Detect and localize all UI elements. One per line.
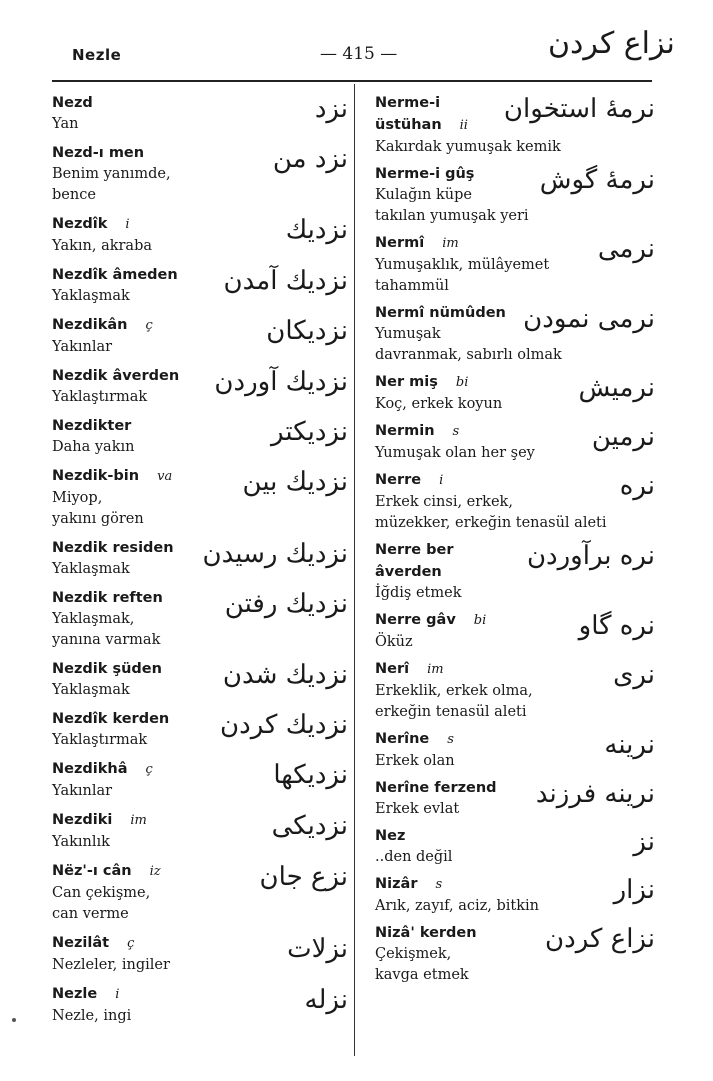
arabic-script-word: نرمى نمودن xyxy=(523,304,655,334)
arabic-script-word: نزاع كردن xyxy=(545,924,655,954)
entry-definition: Miyop, xyxy=(52,490,103,506)
headword-text: Nerme-i gûş xyxy=(375,166,475,182)
headword-text: Nezdik âverden xyxy=(52,368,180,384)
dictionary-entry xyxy=(375,420,655,464)
entry-definition: Yan xyxy=(52,116,79,132)
grammar-tag: im xyxy=(427,662,444,677)
grammar-tag: s xyxy=(435,877,443,892)
arabic-script-word: نزد xyxy=(314,94,348,124)
dictionary-entry xyxy=(375,609,655,653)
dictionary-entry xyxy=(375,371,655,415)
entry-definition: tahammül xyxy=(375,278,449,294)
dictionary-entry xyxy=(52,264,348,307)
entry-definition: Daha yakın xyxy=(52,439,135,455)
dictionary-entry xyxy=(52,314,348,358)
entry-definition: Yaklaşmak xyxy=(52,682,130,698)
headword-text: Nez xyxy=(375,828,406,844)
headword-text: Nezd-ı men xyxy=(52,145,145,161)
arabic-script-word: نزار xyxy=(613,875,655,905)
headword-text: Nezdikhâ xyxy=(52,761,128,777)
dictionary-entry xyxy=(52,932,348,976)
running-head-right: نزاع كردن xyxy=(548,26,675,61)
headword-text: Nezdik şüden xyxy=(52,661,162,677)
entry-definition: İğdiş etmek xyxy=(375,585,462,601)
entry-definition: Yaklaşmak xyxy=(52,561,130,577)
headword-text: Nerîne xyxy=(375,731,430,747)
dictionary-entry xyxy=(52,809,348,853)
dictionary-entry xyxy=(52,860,348,925)
arabic-script-word: نره xyxy=(619,471,655,501)
arabic-script-word: نرينه فرزند xyxy=(535,779,655,809)
entry-definition: Yakınlar xyxy=(52,339,113,355)
headword-text: Nezdîk xyxy=(52,216,108,232)
column-divider xyxy=(354,84,355,1056)
entry-definition: erkeğin tenasül aleti xyxy=(375,704,527,720)
grammar-tag: bi xyxy=(455,375,469,390)
entry-definition: yakını gören xyxy=(52,511,144,527)
entry-definition: davranmak, sabırlı olmak xyxy=(375,347,562,363)
entry-definition: Yaklaşmak xyxy=(52,288,130,304)
entry-definition: Erkek cinsi, erkek, xyxy=(375,494,513,510)
headword-text: Nezdik reften xyxy=(52,590,163,606)
headword-text: âverden xyxy=(375,564,442,580)
headword-text: Nerre xyxy=(375,472,422,488)
entry-headword xyxy=(52,92,348,114)
headword-text: Nezdîk âmeden xyxy=(52,267,178,283)
grammar-tag: ç xyxy=(127,936,135,951)
arabic-script-word: نزديك كردن xyxy=(220,710,348,740)
grammar-tag: bi xyxy=(473,613,487,628)
headword-text: Nizâr xyxy=(375,876,418,892)
headword-text: Nezdîk kerden xyxy=(52,711,170,727)
entry-definition: Erkek evlat xyxy=(375,801,460,817)
page-number: — 415 — xyxy=(320,44,398,64)
entry-definition: Yumuşak xyxy=(375,326,441,342)
headword-text: Nerre gâv xyxy=(375,612,456,628)
arabic-script-word: نزديك آوردن xyxy=(214,367,348,397)
arabic-script-word: نزلات xyxy=(287,934,348,964)
dictionary-entry xyxy=(52,92,348,135)
headword-text: Nezilât xyxy=(52,935,110,951)
headword-text: Nezle xyxy=(52,986,98,1002)
arabic-script-word: نزديكى xyxy=(271,811,348,841)
dictionary-entry xyxy=(52,415,348,458)
dictionary-entry xyxy=(52,758,348,802)
entry-definition: müzekker, erkeğin tenasül aleti xyxy=(375,515,607,531)
entry-definition: Yakın, akraba xyxy=(52,238,153,254)
dictionary-entry xyxy=(52,365,348,408)
dictionary-entry xyxy=(375,777,655,820)
headword-text: Nezdikter xyxy=(52,418,132,434)
entry-definition: Yumuşaklık, mülâyemet xyxy=(375,257,550,273)
headword-text: Nermin xyxy=(375,423,435,439)
arabic-script-word: نزله xyxy=(304,985,348,1015)
headword-text: Nermî nümûden xyxy=(375,305,506,321)
headword-text: Nerme-i xyxy=(375,95,441,111)
arabic-script-word: نرميش xyxy=(578,373,655,403)
entry-definition: Erkek olan xyxy=(375,753,455,769)
headword-text: üstühan xyxy=(375,117,442,133)
entry-definition: Yaklaştırmak xyxy=(52,732,148,748)
entry-definition: Can çekişme, xyxy=(52,885,151,901)
entry-definition: yanına varmak xyxy=(52,632,161,648)
headword-text: Nerre ber xyxy=(375,542,454,558)
entry-definition: Nezleler, ingiler xyxy=(52,957,170,973)
dictionary-entry xyxy=(375,922,655,986)
entry-headword xyxy=(375,825,655,847)
entry-definition: ..den değil xyxy=(375,849,453,865)
dictionary-entry xyxy=(375,163,655,227)
left-column xyxy=(52,92,348,1034)
headword-text: Nezdik-bin xyxy=(52,468,140,484)
entry-definition: takılan yumuşak yeri xyxy=(375,208,529,224)
grammar-tag: i xyxy=(439,473,444,488)
entry-definition: Koç, erkek koyun xyxy=(375,396,503,412)
headword-text: Nezdik residen xyxy=(52,540,174,556)
arabic-script-word: نزديك رسيدن xyxy=(202,539,348,569)
dictionary-entry xyxy=(52,213,348,257)
arabic-script-word: نز xyxy=(633,827,655,857)
arabic-script-word: نزديك بين xyxy=(242,467,348,497)
arabic-script-word: نزديك رفتن xyxy=(224,589,348,619)
entry-definition: Benim yanımde, xyxy=(52,166,171,182)
headword-text: Nezd xyxy=(52,95,93,111)
dictionary-entry xyxy=(52,465,348,530)
grammar-tag: i xyxy=(125,217,130,232)
headword-text: Nezdikân xyxy=(52,317,128,333)
arabic-script-word: نرمهٔ استخوان xyxy=(503,94,655,124)
dictionary-entry xyxy=(375,92,655,158)
arabic-script-word: نزد من xyxy=(272,144,348,174)
header-rule xyxy=(52,80,652,82)
arabic-script-word: نره برآوردن xyxy=(526,541,655,571)
dictionary-entry xyxy=(52,983,348,1027)
dictionary-entry xyxy=(375,302,655,366)
entry-definition: bence xyxy=(52,187,96,203)
headword-text: Ner miş xyxy=(375,374,438,390)
grammar-tag: i xyxy=(115,987,120,1002)
entry-definition: kavga etmek xyxy=(375,967,469,983)
grammar-tag: im xyxy=(442,236,459,251)
dictionary-entry xyxy=(375,539,655,604)
dictionary-entry xyxy=(375,728,655,772)
margin-dot xyxy=(12,1018,16,1022)
dictionary-entry xyxy=(375,469,655,534)
grammar-tag: s xyxy=(447,732,454,747)
entry-definition: can verme xyxy=(52,906,129,922)
entry-definition: Yaklaştırmak xyxy=(52,389,148,405)
entry-definition: Erkeklik, erkek olma, xyxy=(375,683,533,699)
arabic-script-word: نزديكتر xyxy=(271,417,348,447)
headword-text: Nermî xyxy=(375,235,425,251)
entry-definition: Kulağın küpe xyxy=(375,187,472,203)
dictionary-entry xyxy=(375,825,655,868)
dictionary-entry xyxy=(52,142,348,206)
grammar-tag: iz xyxy=(149,864,161,879)
headword-text: Nezdiki xyxy=(52,812,113,828)
arabic-script-word: نزديك شدن xyxy=(222,660,348,690)
grammar-tag: ç xyxy=(145,318,153,333)
headword-text: Nerî xyxy=(375,661,410,677)
grammar-tag: va xyxy=(157,469,173,484)
grammar-tag: ç xyxy=(145,762,153,777)
dictionary-entry xyxy=(52,658,348,701)
entry-definition: Yakınlar xyxy=(52,783,113,799)
dictionary-entry xyxy=(52,587,348,651)
entry-definition: Arık, zayıf, aciz, bitkin xyxy=(375,898,539,914)
entry-definition: Yumuşak olan her şey xyxy=(375,445,535,461)
arabic-script-word: نرمى xyxy=(597,234,655,264)
entry-headword xyxy=(375,469,655,492)
grammar-tag: ii xyxy=(459,118,468,133)
arabic-script-word: نزديكها xyxy=(273,760,348,790)
running-head-left: Nezle xyxy=(72,46,122,64)
grammar-tag: s xyxy=(452,424,460,439)
arabic-script-word: نرمين xyxy=(591,422,655,452)
entry-definition: Öküz xyxy=(375,634,413,650)
dictionary-entry xyxy=(375,873,655,917)
arabic-script-word: نزديك xyxy=(285,215,348,245)
headword-text: Nerîne ferzend xyxy=(375,780,497,796)
arabic-script-word: نرمهٔ گوش xyxy=(539,165,655,195)
entry-definition: Çekişmek, xyxy=(375,946,452,962)
dictionary-entry xyxy=(52,537,348,580)
headword-text: Nizâ' kerden xyxy=(375,925,477,941)
grammar-tag: im xyxy=(130,813,147,828)
arabic-script-word: نره گاو xyxy=(578,611,655,641)
arabic-script-word: نزديك آمدن xyxy=(223,266,348,296)
entry-definition: Kakırdak yumuşak kemik xyxy=(375,139,561,155)
entry-definition: Nezle, ingi xyxy=(52,1008,132,1024)
right-column xyxy=(375,92,655,991)
arabic-script-word: نزديكان xyxy=(266,316,348,346)
dictionary-entry xyxy=(375,658,655,723)
page-header xyxy=(0,0,713,82)
entry-definition: Yaklaşmak, xyxy=(52,611,135,627)
dictionary-entry xyxy=(52,708,348,751)
arabic-script-word: نزع جان xyxy=(259,862,348,892)
arabic-script-word: نرى xyxy=(613,660,655,690)
entry-definition: Yakınlık xyxy=(52,834,110,850)
arabic-script-word: نرينه xyxy=(604,730,655,760)
dictionary-entry xyxy=(375,232,655,297)
headword-text: Nëz'-ı cân xyxy=(52,863,132,879)
